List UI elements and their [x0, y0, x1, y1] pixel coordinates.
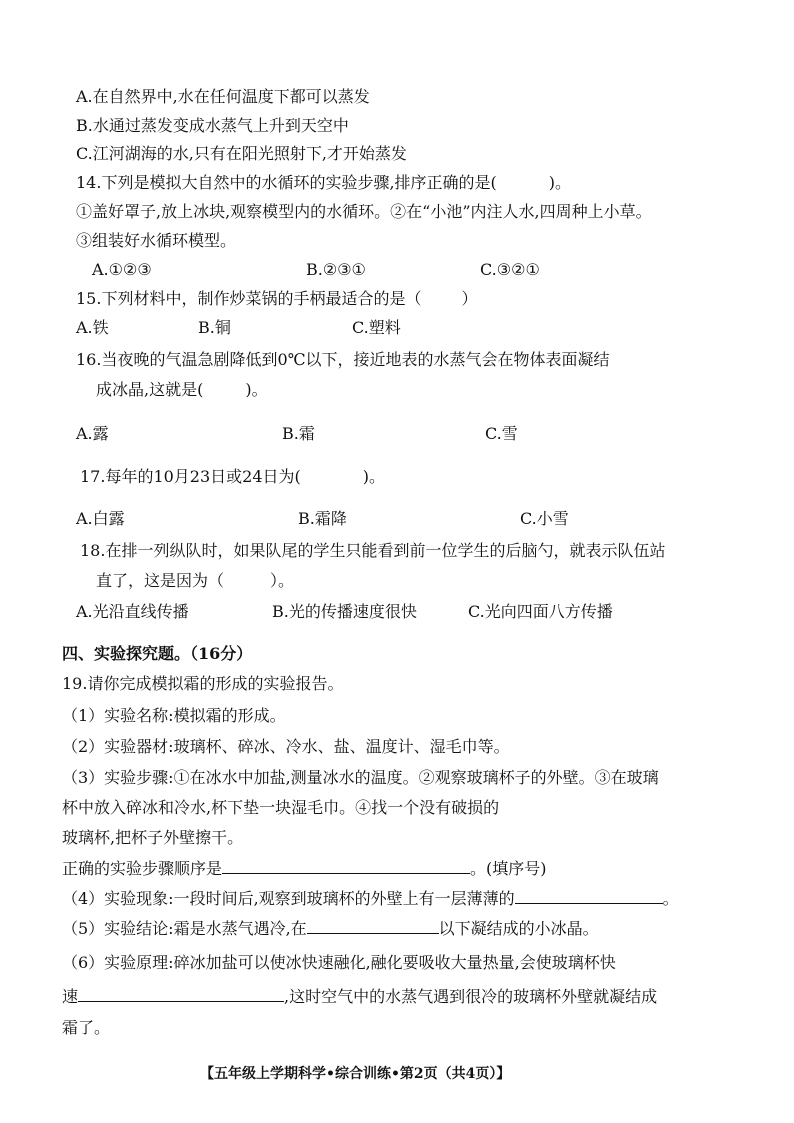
q17-stem-text: 17.每年的10月23日或24日为( — [80, 467, 301, 486]
q19-item5-end: 以下凝结成的小冰晶。 — [438, 919, 599, 938]
q14-option-b: B.②③① — [306, 260, 366, 279]
q15-option-b: B.铜 — [198, 318, 231, 337]
q13-option-b: B.水通过蒸发变成水蒸气上升到天空中 — [76, 116, 349, 135]
answer-blank[interactable] — [78, 985, 284, 1002]
q17-stem — [80, 466, 385, 488]
q14-option-a: A.①②③ — [92, 260, 152, 279]
q19-item6-text: ,这时空气中的水蒸气遇到很冷的玻璃杯外壁就凝结成 — [284, 987, 658, 1006]
q15-stem-text: 15.下列材料中，制作炒菜锅的手柄最适合的是（ — [76, 289, 422, 308]
q19-order-label: 正确的实验步骤顺序是 — [62, 859, 223, 878]
page-footer: 【五年级上学期科学•综合训练•第2页（共4页）】 — [200, 1066, 511, 1082]
q19-stem: 19.请你完成模拟霜的形成的实验报告。 — [62, 674, 344, 693]
q19-item4-end: 。 — [662, 889, 679, 908]
q19-item6-line1: （6）实验原理:碎冰加盐可以使冰快速融化,融化要吸收大量热量,会使玻璃杯快 — [62, 953, 616, 972]
q16-option-a: A.露 — [76, 424, 109, 443]
q17-option-b: B.霜降 — [298, 509, 347, 528]
q17-option-a: A.白露 — [76, 509, 125, 528]
q19-item6-line2 — [62, 985, 657, 1008]
answer-blank[interactable] — [307, 917, 439, 934]
q16-option-c: C.雪 — [485, 424, 518, 443]
q18-option-c: C.光向四面八方传播 — [468, 602, 613, 621]
answer-blank[interactable] — [515, 887, 663, 904]
q18-line2-end: ）。 — [270, 571, 295, 590]
q19-item4 — [62, 887, 679, 910]
answer-blank[interactable] — [222, 857, 470, 874]
q15-stem — [76, 288, 477, 310]
q18-option-b: B.光的传播速度很快 — [272, 602, 417, 621]
q14-steps-line1: ①盖好罩子,放上冰块,观察模型内的水循环。②在“小池”内注人水,四周种上小草。 — [76, 202, 652, 221]
q15-option-a: A.铁 — [76, 318, 109, 337]
q19-item6-prefix: 速 — [62, 987, 79, 1006]
q14-stem-text: 14.下列是模拟大自然中的水循环的实验步骤,排序正确的是( — [76, 173, 497, 192]
q18-option-a: A.光沿直线传播 — [76, 602, 189, 621]
q19-item2: （2）实验器材:玻璃杯、碎冰、冷水、盐、温度计、湿毛巾等。 — [62, 737, 510, 756]
q14-option-c: C.③②① — [480, 260, 540, 279]
q13-option-a: A.在自然界中,水在任何温度下都可以蒸发 — [76, 87, 370, 106]
q18-line2-text: 直了，这是因为（ — [96, 571, 225, 590]
q19-item3-line2: 杯中放入碎冰和冷水,杯下垫一块湿毛巾。④找一个没有破损的 — [62, 798, 500, 817]
q19-item4-text: （4）实验现象:一段时间后,观察到玻璃杯的外壁上有一层薄薄的 — [62, 889, 515, 908]
q18-stem: 18.在排一列纵队时，如果队尾的学生只能看到前一位学生的后脑勺，就表示队伍站 — [80, 541, 666, 560]
q17-option-c: C.小雪 — [520, 509, 569, 528]
q19-item5 — [62, 917, 599, 940]
q16-line2-end: )。 — [245, 380, 268, 399]
q18-stem-line2 — [96, 570, 294, 592]
q15-option-c: C.塑料 — [352, 318, 401, 337]
q17-stem-end: )。 — [362, 467, 386, 486]
q16-stem-line2 — [96, 379, 268, 401]
q14-stem — [76, 172, 571, 194]
q19-item5-text: （5）实验结论:霜是水蒸气遇冷,在 — [62, 919, 307, 938]
q14-stem-end: )。 — [548, 173, 572, 192]
q19-item6-line3: 霜了。 — [62, 1018, 111, 1037]
q14-steps-line2: ③组装好水循环模型。 — [76, 231, 237, 250]
q19-item1: （1）实验名称:模拟霜的形成。 — [62, 706, 286, 725]
q16-option-b: B.霜 — [282, 424, 315, 443]
q16-stem: 16.当夜晚的气温急剧降低到0℃以下，接近地表的水蒸气会在物体表面凝结 — [76, 350, 610, 369]
q19-order — [62, 857, 547, 880]
q19-order-hint: 。(填序号) — [470, 859, 547, 878]
q16-line2-text: 成冰晶,这就是( — [96, 380, 204, 399]
q15-stem-end: ） — [461, 289, 478, 308]
q13-option-c: C.江河湖海的水,只有在阳光照射下,才开始蒸发 — [76, 144, 407, 163]
section-title: 四、实验探究题。（16分） — [62, 644, 253, 663]
q19-item3-line1: （3）实验步骤:①在冰水中加盐,测量冰水的温度。②观察玻璃杯子的外壁。③在玻璃 — [62, 768, 659, 787]
q19-item3-line3: 玻璃杯,把杯子外壁擦干。 — [62, 828, 244, 847]
